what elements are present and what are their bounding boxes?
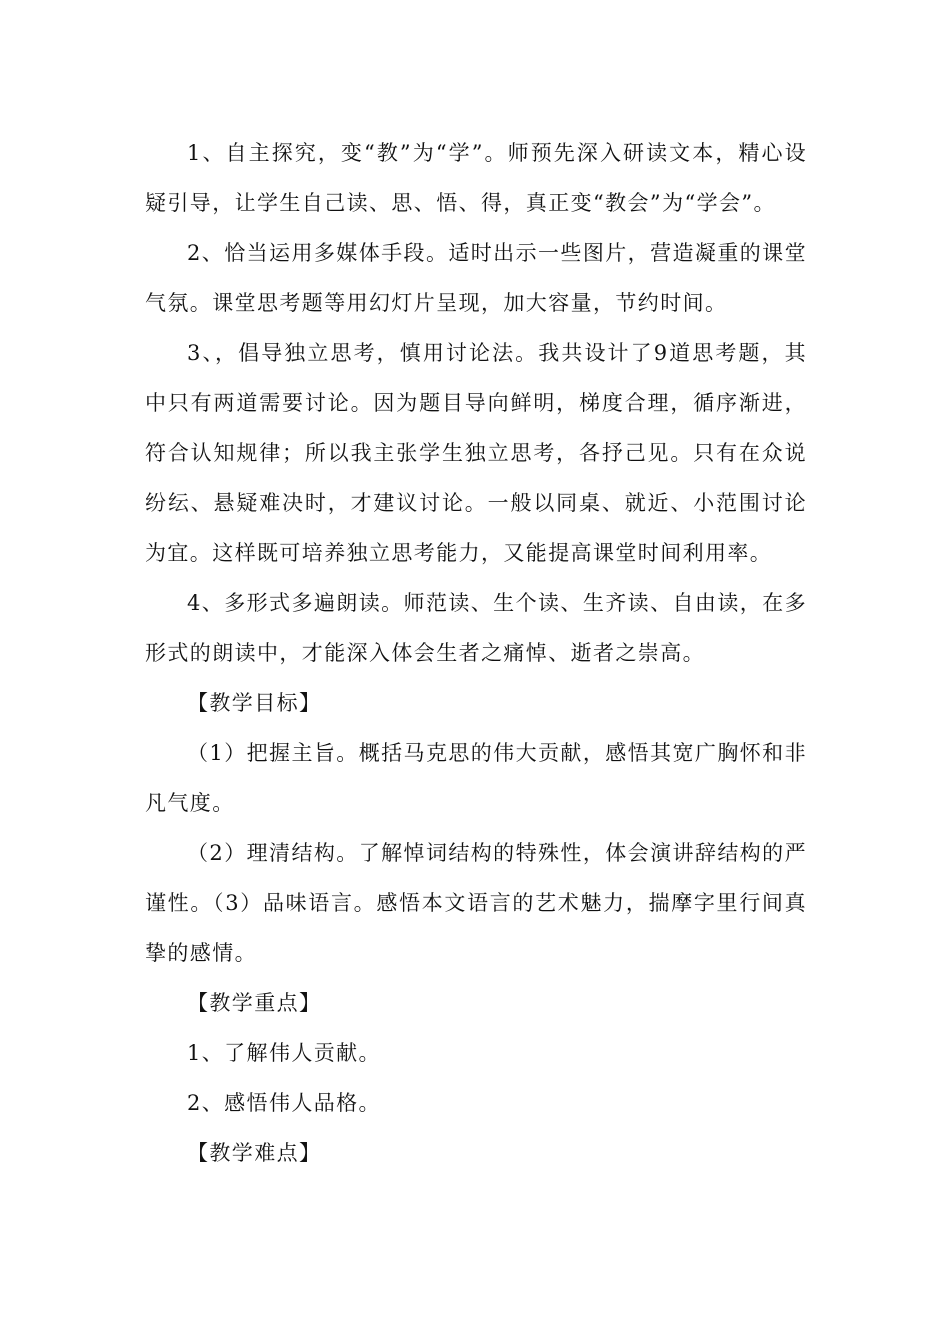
section-heading-difficulties: 【教学难点】: [187, 1141, 322, 1165]
key-point-item-1: 1、了解伟人贡献。: [187, 1041, 381, 1065]
document-body: [145, 128, 807, 1178]
goal-item-1: （1）把握主旨。概括马克思的伟大贡献，感悟其宽广胸怀和非凡气度。: [145, 741, 807, 815]
paragraph-method-3: 3、，倡导独立思考，慎用讨论法。我共设计了9道思考题，其中只有两道需要讨论。因为题目导向鲜明，梯度合理，循序渐进，符合认知规律；所以我主张学生独立思考，各抒己见。只有在众说纷纭、悬疑难决时，才建议讨论。一般以同桌、就近、小范围讨论为宜。这样既可培养独立思考能力，又能提高课堂时间利用率。: [145, 341, 807, 565]
section-heading-key-points: 【教学重点】: [187, 991, 322, 1015]
paragraph-method-2: 2、恰当运用多媒体手段。适时出示一些图片，营造凝重的课堂气氛。课堂思考题等用幻灯片呈现，加大容量，节约时间。: [145, 241, 807, 315]
paragraph-method-4: 4、多形式多遍朗读。师范读、生个读、生齐读、自由读，在多形式的朗读中，才能深入体会生者之痛悼、逝者之崇高。: [145, 591, 807, 665]
paragraph-method-1: 1、自主探究，变“教”为“学”。师预先深入研读文本，精心设疑引导，让学生自己读、思、悟、得，真正变“教会”为“学会”。: [145, 141, 807, 215]
section-heading-goals: 【教学目标】: [187, 691, 322, 715]
goal-item-2: （2）理清结构。了解悼词结构的特殊性，体会演讲辞结构的严谨性。（3）品味语言。感悟本文语言的艺术魅力，揣摩字里行间真挚的感情。: [145, 841, 807, 965]
key-point-item-2: 2、感悟伟人品格。: [187, 1091, 381, 1115]
